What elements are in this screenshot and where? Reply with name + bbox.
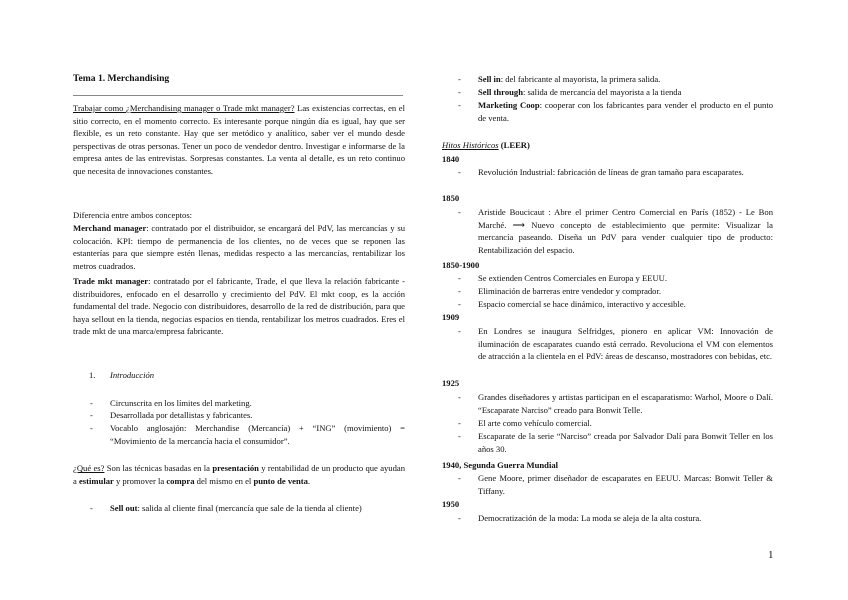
list-item-text: Gene Moore, primer diseñador de escaparates en EEUU. Marcas: Bonwit Teller & Tiffany.: [478, 473, 773, 496]
que-bold: estimular: [78, 475, 114, 486]
list-bullet: -: [458, 299, 461, 309]
list-item: [458, 166, 773, 179]
list-item: [458, 472, 773, 497]
que-bold: punto de venta: [253, 475, 308, 486]
hitos-title: Hitos Históricos: [442, 140, 499, 150]
list-item: [458, 325, 773, 363]
list-item-text: Desarrollada por detallistas y fabricantes.: [110, 410, 253, 420]
que-bold: presentación: [212, 463, 259, 473]
year-heading: 1850: [442, 193, 460, 203]
que-text: y rentabilidad de un producto que ayudan a: [73, 463, 406, 486]
hitos-leer: (LEER): [500, 140, 530, 150]
merch-text: : contratado por el distribuidor, se encargará del PdV, las mercancías y su colocación. KPI: tiempo de permanencia de los clientes, no de veces que se reponen las estanterías para que siempre estén llenas, medidas respecto a las mercancías, rentabilizar los metros cuadrados.: [73, 223, 405, 271]
sell-list-item: [458, 99, 774, 124]
sell-list-item: [458, 73, 773, 86]
section-title: Introducción: [110, 370, 155, 380]
intro-question: Trabajar como ¿Merchandising manager o Trade mkt manager?: [73, 103, 295, 113]
list-bullet: -: [458, 418, 461, 428]
list-item-text: El arte como vehículo comercial.: [478, 418, 592, 428]
sell-text: : salida al cliente final (mercancía que sale de la tienda al cliente): [137, 503, 362, 513]
sell-text: : salida de mercancía del mayorista a la tienda: [522, 87, 682, 97]
list-item-text: En Londres se inaugura Selfridges, pionero en aplicar VM: Innovación de iluminación de escaparates cuando está cerrado. Revoluciona el VM con elementos de atracción a la clientela en el PdV: áreas de descanso, mostradores con bebidas, etc.: [478, 326, 773, 362]
list-item: [458, 206, 773, 256]
sell-text: : del fabricante al mayorista, la primera salida.: [500, 74, 661, 84]
list-item-text: Espacio comercial se hace dinámico, interactivo y accesible.: [478, 299, 686, 309]
list-item-text: Democratización de la moda: La moda se aleja de la alta costura.: [478, 513, 702, 523]
list-item: [458, 298, 773, 311]
que-text: del mismo en el: [194, 475, 254, 486]
page-number: 1: [768, 549, 774, 561]
list-item-text: Revolución Industrial: fabricación de líneas de gran tamaño para escaparates.: [478, 167, 744, 177]
list-bullet: -: [458, 273, 461, 283]
list-bullet: -: [90, 398, 93, 408]
sell-term: Sell in: [478, 74, 501, 84]
list-item: [458, 272, 773, 285]
list-item-text: Vocablo anglosajón: Merchandise (Mercancía) + “ING” (movimiento) = “Movimiento de la mercancía hacia el consumidor”.: [110, 423, 405, 446]
list-item: [458, 417, 773, 430]
trade-manager-paragraph: [73, 275, 405, 338]
section-number: 1.: [89, 370, 96, 380]
list-bullet: -: [458, 87, 461, 97]
list-bullet: -: [458, 286, 461, 296]
list-bullet: -: [458, 74, 461, 84]
year-heading: 1850-1900: [442, 260, 480, 270]
sell-term: Marketing Coop: [478, 100, 540, 110]
list-item: [90, 422, 405, 447]
merch-manager-paragraph: [73, 222, 405, 272]
list-item: [90, 409, 405, 422]
year-heading: 1940, Segunda Guerra Mundial: [442, 460, 559, 470]
document-title: Tema 1. Merchandising: [73, 73, 170, 84]
hitos-heading: [442, 139, 742, 152]
list-item: [458, 430, 773, 455]
que-bold: compra: [166, 475, 195, 486]
list-bullet: -: [458, 513, 461, 523]
list-bullet: -: [458, 431, 461, 441]
list-bullet: -: [90, 503, 93, 513]
list-bullet: -: [458, 392, 461, 402]
list-item: [458, 391, 773, 416]
sell-list-item: [458, 86, 773, 99]
trade-term: Trade mkt manager: [73, 276, 149, 286]
list-item-text: Circunscrita en los límites del marketing.: [110, 398, 252, 408]
list-bullet: -: [458, 473, 461, 483]
que-es-question: ¿Qué es?: [73, 463, 105, 473]
intro-text: Las existencias correctas, en el sitio correcto, en el momento correcto. Es interesante porque ningún día es igual, hay que ser flexible, es un reto constante. Hay que ser metódico y analítico, saber ver el mundo desde perspectivas de otras personas. Tener un poco de vendedor dentro. Investigar e informarse de la empresa antes de las entrevistas. Sorpresas constantes. La venta al detalle, es un reto continuo que necesita de innovaciones constantes.: [73, 103, 405, 176]
list-bullet: -: [90, 423, 93, 433]
trade-text: : contratado por el fabricante, Trade, el que lleva la relación fabricante - distribuidores, enfocado en el desarrollo y crecimiento del PdV. El mkt coop, es la acción fundamental del trade. Negocio con distribuidores, desarrollo de la red de distribución, para que haya sellout en la tienda, negocias espacios en tienda, rentabilizar los metros cuadrados. Eres el trade mkt de una marca/empresa fabricante.: [73, 276, 405, 337]
que-text: Son las técnicas basadas en la: [104, 463, 213, 473]
list-item-text: Se extienden Centros Comerciales en Europa y EEUU.: [478, 273, 668, 283]
year-heading: 1909: [442, 312, 460, 322]
sell-text: : cooperar con los fabricantes para vender el producto en el punto de venta.: [478, 100, 774, 123]
que-text: .: [307, 475, 311, 486]
sell-list-item: [90, 502, 405, 515]
title-divider: [73, 95, 403, 96]
list-item-text: Aristide Boucicaut : Abre el primer Centro Comercial en París (1852) - Le Bon Marché. ⟶ Nuevo concepto de establecimiento que permite: Visualizar la mercancía paseando. Diseña un PdV para vender cualquier tipo de producto: Rentabilización del espacio.: [478, 207, 773, 255]
sell-term: Sell out: [110, 503, 138, 513]
que-text: y promover la: [113, 475, 167, 486]
year-heading: 1925: [442, 378, 460, 388]
year-heading: 1840: [442, 154, 460, 164]
list-item: [90, 397, 405, 410]
list-item: [458, 512, 773, 525]
list-item-text: Eliminación de barreras entre vendedor y comprador.: [478, 286, 662, 296]
list-item: [458, 285, 773, 298]
list-item-text: Escaparate de la serie “Narciso” creada por Salvador Dalí para Bonwit Teller en los años 30.: [478, 431, 773, 454]
diff-heading: Diferencia entre ambos conceptos:: [73, 210, 193, 220]
que-es-paragraph: [73, 462, 405, 487]
list-bullet: -: [90, 410, 93, 420]
list-bullet: -: [458, 100, 461, 110]
sell-term: Sell through: [478, 87, 523, 97]
list-item-text: Grandes diseñadores y artistas participan en el escaparatismo: Warhol, Moore o Dalí. “Escaparate Narciso” creado para Bonwit Telle.: [478, 392, 773, 415]
intro-paragraph: [73, 102, 405, 178]
year-heading: 1950: [442, 499, 460, 509]
list-bullet: -: [458, 207, 461, 217]
list-bullet: -: [458, 167, 461, 177]
list-bullet: -: [458, 326, 461, 336]
section-heading: [89, 369, 310, 382]
merch-term: Merchand manager: [73, 223, 147, 233]
